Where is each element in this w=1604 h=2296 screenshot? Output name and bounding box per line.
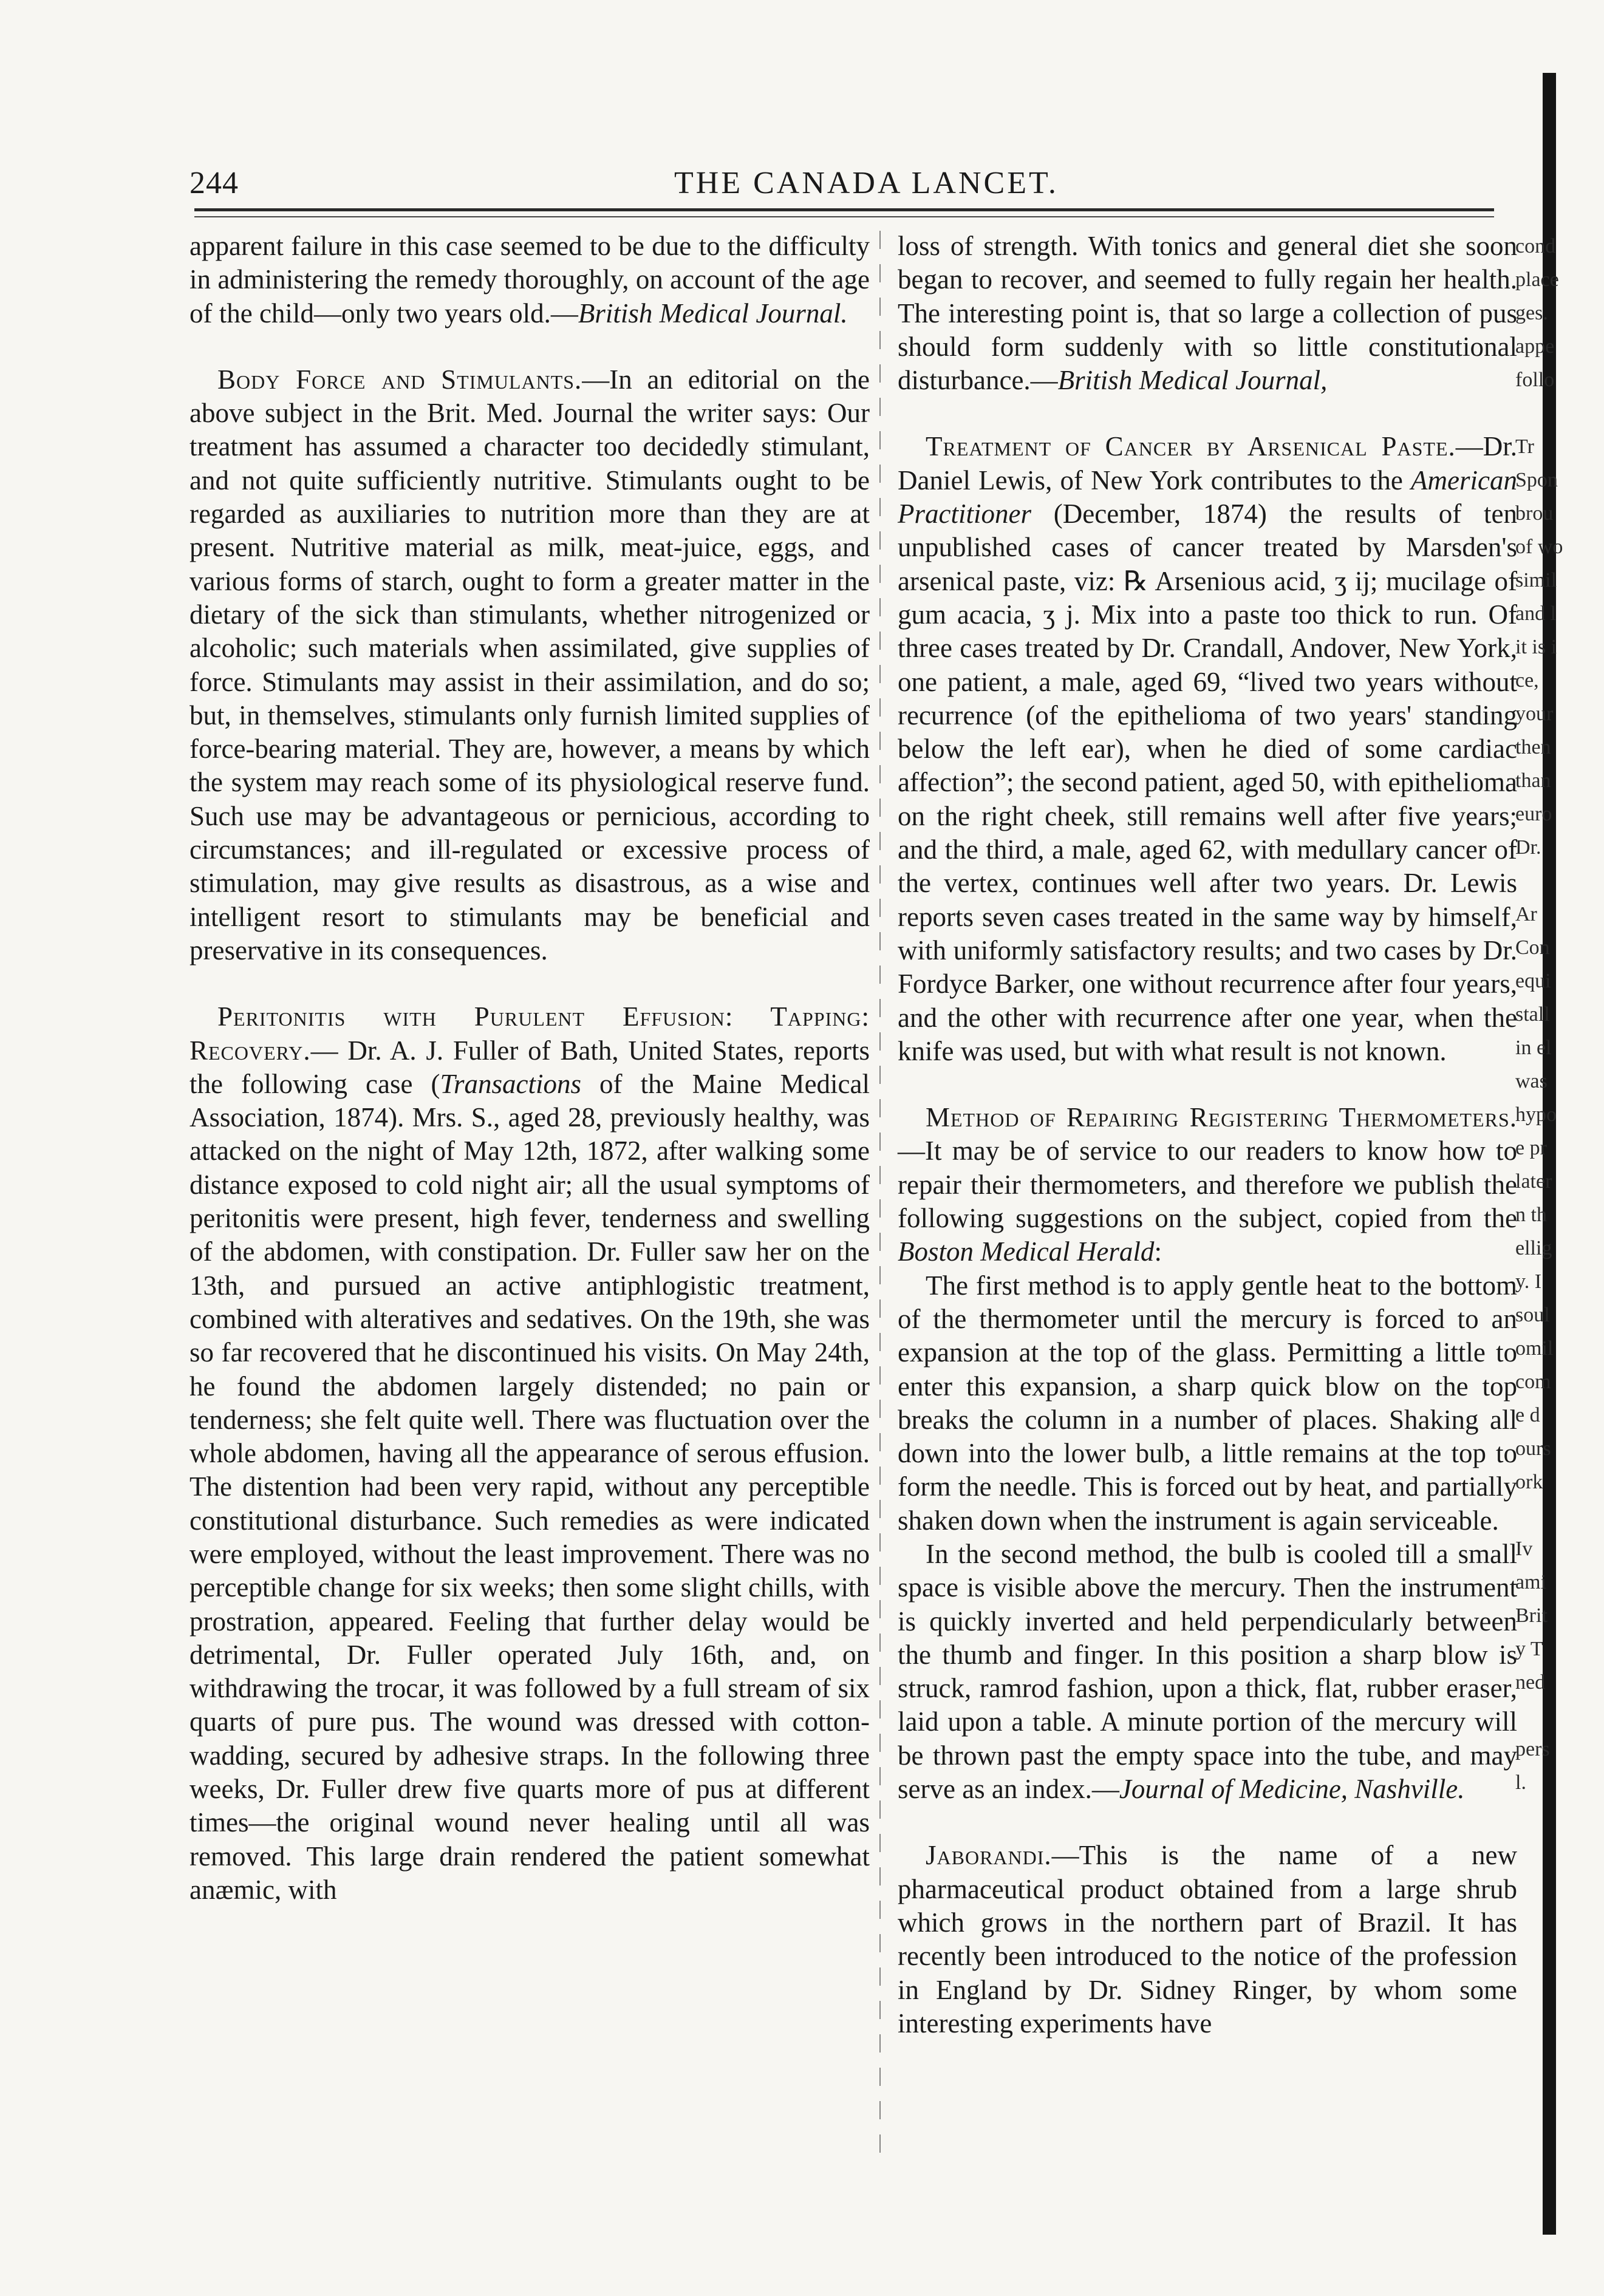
adjacent-page-fragment: ce, [1515,669,1539,692]
adjacent-page-fragment: simil [1515,569,1557,591]
article-jaborandi [898,1839,1517,2040]
adjacent-page-fragment: n th [1515,1204,1547,1226]
adjacent-page-fragment [1515,2033,1600,2066]
adjacent-page-fragment: Dr. [1515,836,1541,859]
adjacent-page-fragment: com [1515,1371,1551,1393]
article-heading: Body Force and Stimulants. [217,364,582,395]
continuation-paragraph [189,230,870,330]
article-peritonitis [189,1000,870,1907]
adjacent-page-fragment: ork [1515,1471,1543,1493]
adjacent-page-fragment: e d [1515,1404,1540,1426]
article-body-force [189,363,870,967]
article-heading: Method of Repairing Registering Thermometers. [926,1102,1517,1133]
adjacent-page-fragment: ned [1515,1671,1546,1694]
adjacent-page-fragment [1515,1499,1600,1532]
adjacent-page-fragment: brou [1515,502,1554,525]
adjacent-page-fragment: Iv [1515,1538,1533,1560]
adjacent-page-fragment: soul [1515,1304,1550,1326]
adjacent-page-fragment: Ar [1515,903,1537,925]
adjacent-page-fragment: equi [1515,970,1551,992]
adjacent-page-fragment: ges. [1515,302,1548,324]
paragraph-text: apparent failure in this case seemed to be due to the difficulty in administering the remedy thoroughly, on account of the age of the child—only two years old.— [189,231,870,329]
adjacent-page-fragment: y. I [1515,1270,1542,1293]
column-divider [879,231,881,2156]
adjacent-page-fragment [1515,1899,1600,1933]
adjacent-page-fragment: your [1515,703,1554,725]
source-citation: Boston Medical Herald [898,1236,1155,1267]
adjacent-page-fragment [1515,2000,1600,2033]
adjacent-page-fragment [1515,1699,1600,1732]
thermometer-method-two [898,1538,1517,1806]
adjacent-page-fragment [1515,1799,1600,1833]
paragraph-text: — Dr. A. J. Fuller of Bath, United States, reports the following case ( [189,1035,870,1099]
article-heading: Treatment of Cancer by Arsenical Paste. [926,431,1456,462]
running-head-title: THE CANADA LANCET. [674,166,1059,200]
adjacent-page-fragment: hypo [1515,1103,1557,1126]
page-number: 244 [189,166,239,200]
adjacent-page-fragment [1515,864,1600,898]
paragraph-text: In the second method, the bulb is cooled till a small space is visible above the mercury. Then the instrument is quickly inverted and held perpendicularly between the thumb and finger. In this position a sharp blow is struck, ramrod fashion, upon a thick, flat, rubber eraser, laid upon a table. A minute portion of the mercury will be thrown past the empty space into the tube, and may serve as an index.— [898,1538,1517,1805]
adjacent-page-fragment: Spon [1515,469,1558,491]
paragraph-text: The first method is to apply gentle heat to the bottom of the thermometer until the mercury is forced to an expansion at the top of the glass. Permitting a little to enter this expansion, a sharp quick blow on the top breaks the column in a number of places. Shaking all down into the lower bulb, a little remains at the top to form the needle. This is forced out by heat, and partially shaken down when the instrument is again serviceable. [898,1270,1517,1536]
adjacent-page-fragment: of wo [1515,536,1563,558]
paragraph-text: of the Maine Medical Association, 1874). Mrs. S., aged 28, previously healthy, was attacked on the night of May 12th, 1872, after walking some distance exposed to cold night air; all the usual symptoms of peritonitis were present, high fever, tenderness and swelling of the abdomen, with constipation. Dr. Fuller saw her on the 13th, and pursued an active antiphlogistic treatment, combined with alteratives and sedatives. On the 19th, she was so far recovered that he discontinued his visits. On May 24th, he found the abdomen largely distended; no pain or tenderness; she felt quite well. There was fluctuation over the whole abdomen, having all the appearance of serous effusion. The distention had been very rapid, without any perceptible constitutional disturbance. Such remedies as were indicated were employed, without the least improvement. There was no perceptible change for six weeks; then some slight chills, with prostration, appeared. Feeling that further delay would be detrimental, Dr. Fuller operated July 16th, and, on withdrawing the trocar, it was followed by a full stream of six quarts of pure pus. The wound was dressed with cotton-wadding, secured by adhesive straps. In the following three weeks, Dr. Fuller drew five quarts more of pus at different times—the original wound never healing until all was removed. This large drain rendered the patient somewhat anæmic, with [189,1068,870,1905]
adjacent-page-fragment: y T [1515,1638,1543,1660]
source-citation: British Medical Journal. [578,298,848,329]
article-heading: Peritonitis with Purulent Effusion: Tapping: Recovery. [189,1001,870,1066]
adjacent-page-bleed [1515,230,1600,2133]
adjacent-page-fragment: Tr [1515,435,1534,458]
adjacent-page-fragment: ami [1515,1571,1546,1593]
adjacent-page-fragment [1515,1966,1600,2000]
adjacent-page-fragment: was [1515,1070,1548,1092]
adjacent-page-fragment [1515,2066,1600,2100]
thermometer-method-one [898,1269,1517,1538]
paragraph-text: —Dr. Daniel Lewis, of New York contributes to the [898,431,1517,496]
adjacent-page-fragment: later [1515,1170,1552,1193]
adjacent-page-fragment [1515,1866,1600,1899]
adjacent-page-fragment: and l [1515,602,1557,625]
adjacent-page-fragment: than [1515,769,1551,792]
paragraph-text: —In an editorial on the above subject in the Brit. Med. Journal the writer says: Our treatment has assumed a character too decidedly stimulant, and not quite sufficiently nutritive. Stimulants ought to be regarded as auxiliaries to nutrition more than they are at present. Nutritive material as milk, meat-juice, eggs, and various forms of starch, ought to form a greater matter in the dietary of the sick than stimulants, whether nitrogenized or alcoholic; such materials when assimilated, give supplies of force. Stimulants may assist in their assimilation, and do so; but, in themselves, stimulants only furnish limited supplies of force-bearing material. They are, however, a means by which the system may reach some of its physiological reserve fund. Such use may be advantageous or pernicious, according to circumstances; and ill-regulated or excessive process of stimulation, may give results as disastrous, as a wise and intelligent resort to stimulants may be beneficial and preservative in its consequences. [189,364,870,966]
adjacent-page-fragment: pers [1515,1738,1550,1760]
adjacent-page-fragment [1515,397,1600,430]
adjacent-page-fragment: Con [1515,936,1550,959]
adjacent-page-fragment: in el [1515,1037,1552,1059]
adjacent-page-fragment: l. [1515,1771,1526,1794]
left-column [189,230,870,1907]
right-column [898,230,1517,2040]
paragraph-text: : [1154,1236,1162,1267]
adjacent-page-fragment: ellig [1515,1237,1552,1259]
continuation-paragraph [898,230,1517,397]
paragraph-text: —This is the name of a new pharmaceutical product obtained from a large shrub which grows in the northern part of Brazil. It has recently been introduced to the notice of the profession in England by Dr. Sidney Ringer, by whom some interesting experiments have [898,1840,1517,2039]
article-arsenical-paste [898,430,1517,1068]
source-citation: American Practitioner [898,465,1517,530]
adjacent-page-fragment: appe [1515,335,1555,358]
paragraph-text: (December, 1874) the results of ten unpublished cases of cancer treated by Marsden's arsenical paste, viz: ℞ Arsenious acid, ʒ ij; mucilage of gum acacia, ʒ j. Mix into a paste too thick to run. Of three cases treated by Dr. Crandall, Andover, New York, one patient, a male, aged 69, “lived two years without recurrence (of the epithelioma of two years' standing below the left ear), when he died of some cardiac affection”; the second patient, aged 50, with epithelioma on the right cheek, still remains well after five years; and the third, a male, aged 62, with medullary cancer of the vertex, continues well after two years. Dr. Lewis reports seven cases treated in the same way by himself, with uniformly satisfactory results; and two cases by Dr. Fordyce Barker, one without recurrence after four years, and the other with recurrence after one year, when the knife was used, but with what result is not known. [898,499,1517,1066]
article-thermometers [898,1101,1517,1269]
adjacent-page-fragment [1515,1933,1600,1966]
source-citation: British Medical Journal, [1057,365,1328,396]
paragraph-text: —It may be of service to our readers to know how to repair their thermometers, and therefore we publish the following suggestions on the subject, copied from the [898,1136,1517,1234]
adjacent-page-fragment: Brit [1515,1604,1548,1627]
adjacent-page-fragment: stall [1515,1003,1550,1026]
adjacent-page-fragment: cond [1515,235,1556,257]
adjacent-page-fragment: place [1515,268,1559,291]
header-rule-thick [194,208,1494,211]
adjacent-page-fragment: e pr [1515,1137,1547,1159]
article-heading: Jaborandi. [926,1840,1052,1871]
header-rule-thin [194,216,1494,217]
adjacent-page-fragment: omil [1515,1337,1554,1360]
adjacent-page-fragment [1515,1833,1600,1866]
adjacent-page-fragment: ours [1515,1437,1551,1460]
adjacent-page-fragment: euro [1515,803,1552,825]
paragraph-text: loss of strength. With tonics and general diet she soon began to recover, and seemed to fully regain her health. The interesting point is, that so large a collection of pus should form suddenly with so little constitutional disturbance.— [898,231,1517,396]
adjacent-page-fragment: it is i [1515,636,1557,658]
source-citation: Journal of Medicine, Nashville. [1119,1774,1465,1805]
source-citation: Transactions [440,1068,582,1099]
adjacent-page-fragment: follo [1515,369,1555,391]
adjacent-page-fragment: then [1515,736,1551,758]
adjacent-page-fragment [1515,2100,1600,2133]
